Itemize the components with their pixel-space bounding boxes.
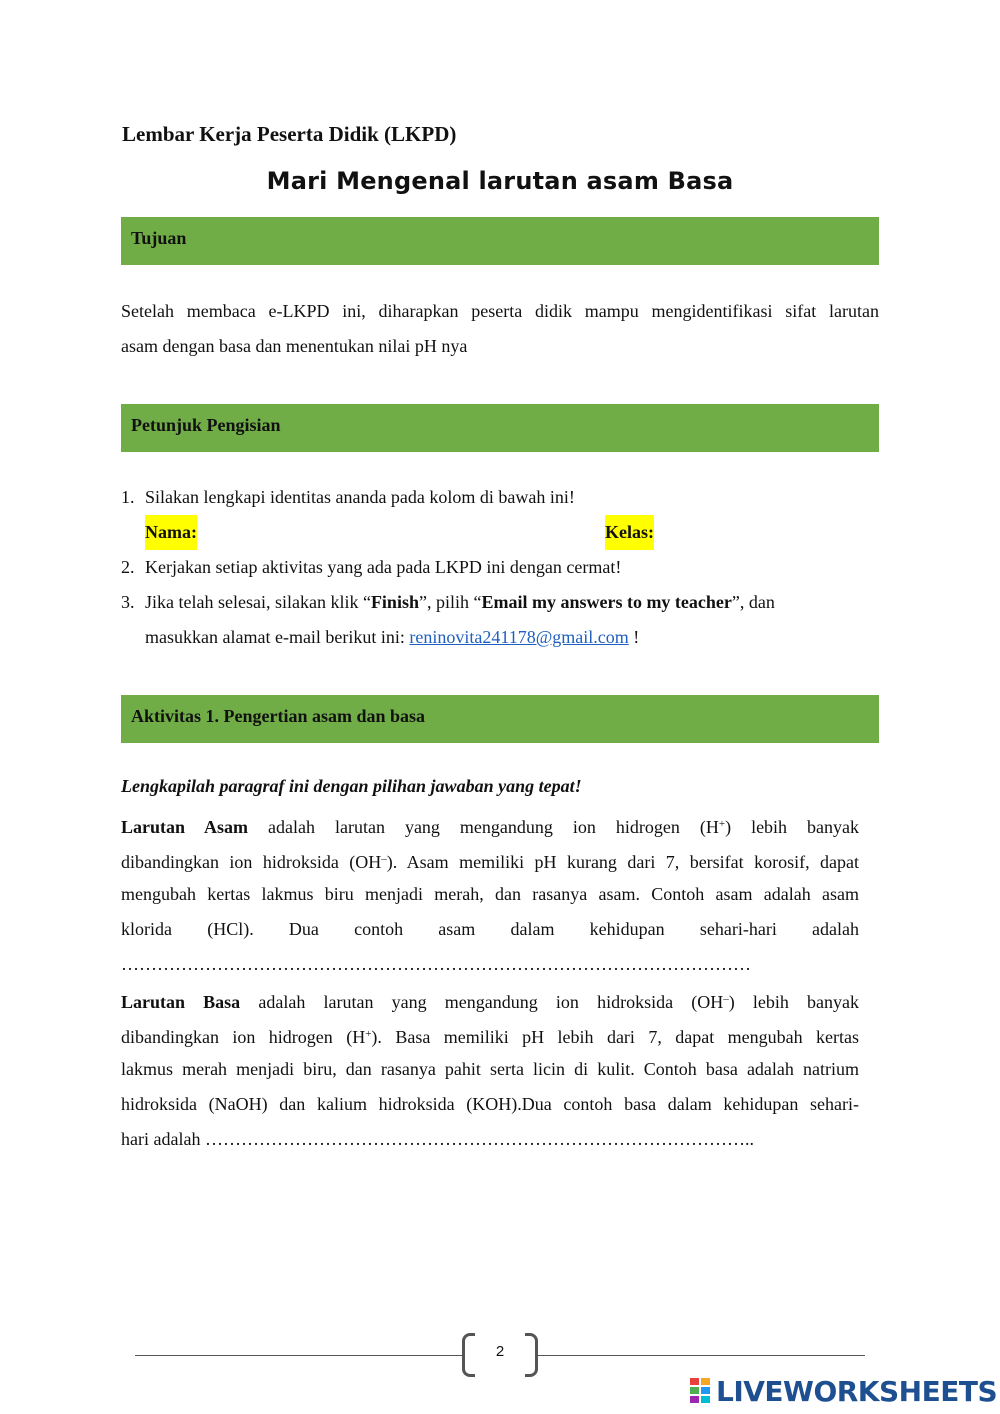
- basa-line-4: hidroksida (NaOH) dan kalium hidroksida (KOH).Dua contoh basa dalam kehidupan sehari-: [121, 1094, 859, 1114]
- section-heading-petunjuk: Petunjuk Pengisian: [131, 415, 281, 435]
- asam-line-1: Larutan Asam adalah larutan yang mengandung ion hidrogen (H+) lebih banyak: [121, 817, 860, 837]
- section-heading-aktivitas-1: Aktivitas 1. Pengertian asam dan basa: [131, 706, 426, 726]
- list-text: Silakan lengkapi identitas ananda pada kolom di bawah ini!: [145, 487, 575, 507]
- section-heading-tujuan: Tujuan: [131, 228, 187, 248]
- list-text: ”, pilih “: [418, 592, 482, 612]
- asam-line-2: dibandingkan ion hidroksida (OH–). Asam memiliki pH kurang dari 7, bersifat korosif, dapat: [121, 852, 859, 872]
- footer-divider-left: [135, 1355, 462, 1356]
- finish-text: Finish: [370, 592, 419, 612]
- list-number: 2.: [121, 557, 135, 577]
- tujuan-line-2: asam dengan basa dan menentukan nilai pH nya: [121, 336, 468, 356]
- nama-label[interactable]: Nama:: [145, 515, 197, 550]
- kelas-label[interactable]: Kelas:: [605, 515, 654, 550]
- answer-blank-basa[interactable]: hari adalah ………………………………………………………………………………..: [121, 1129, 754, 1149]
- email-link[interactable]: reninovita241178@gmail.com: [409, 627, 629, 647]
- page-bracket-right: [525, 1333, 538, 1377]
- document-label: Lembar Kerja Peserta Didik (LKPD): [122, 122, 457, 146]
- term-asam: Larutan Asam: [121, 817, 249, 837]
- list-number: 3.: [121, 592, 135, 612]
- page-bracket-left: [462, 1333, 475, 1377]
- tujuan-paragraph: [121, 294, 879, 364]
- list-text: Jika telah selesai, silakan klik “: [145, 592, 371, 612]
- footer-divider-right: [538, 1355, 865, 1356]
- list-text: ”, dan: [731, 592, 775, 612]
- tujuan-line-1: Setelah membaca e-LKPD ini, diharapkan peserta didik mampu mengidentifikasi sifat larutan: [121, 301, 879, 321]
- answer-blank-asam[interactable]: ……………………………………………………………………………………………: [121, 954, 751, 974]
- section-bar-petunjuk: [121, 404, 879, 452]
- term-basa: Larutan Basa: [121, 992, 241, 1012]
- list-text: !: [628, 627, 640, 647]
- section-bar-tujuan: [121, 217, 879, 265]
- instruction-list: [121, 480, 881, 660]
- asam-line-4: klorida (HCl). Dua contoh asam dalam kehidupan sehari-hari adalah: [121, 919, 859, 939]
- page-number: 2: [495, 1343, 505, 1360]
- liveworksheets-logo-icon: [690, 1378, 712, 1404]
- section-bar-aktivitas-1: [121, 695, 879, 743]
- email-answers-text: Email my answers to my teacher: [481, 592, 732, 612]
- list-number: 1.: [121, 487, 135, 507]
- activity-instruction: Lengkapilah paragraf ini dengan pilihan jawaban yang tepat!: [121, 776, 582, 796]
- paragraph-asam: [121, 807, 859, 1157]
- basa-line-1: Larutan Basa adalah larutan yang mengandung ion hidroksida (OH–) lebih banyak: [121, 992, 860, 1012]
- liveworksheets-watermark: [690, 1375, 997, 1407]
- list-text: masukkan alamat e-mail berikut ini:: [145, 627, 410, 647]
- basa-line-2: dibandingkan ion hidrogen (H+). Basa memiliki pH lebih dari 7, dapat mengubah kertas: [121, 1027, 860, 1047]
- watermark-text: LIVEWORKSHEETS: [716, 1374, 998, 1408]
- page-title: Mari Mengenal larutan asam Basa: [266, 167, 734, 195]
- asam-line-3: mengubah kertas lakmus biru menjadi merah, dan rasanya asam. Contoh asam adalah asam: [121, 884, 859, 904]
- list-text: Kerjakan setiap aktivitas yang ada pada LKPD ini dengan cermat!: [145, 557, 622, 577]
- basa-line-3: lakmus merah menjadi biru, dan rasanya pahit serta licin di kulit. Contoh basa adalah natrium: [121, 1059, 859, 1079]
